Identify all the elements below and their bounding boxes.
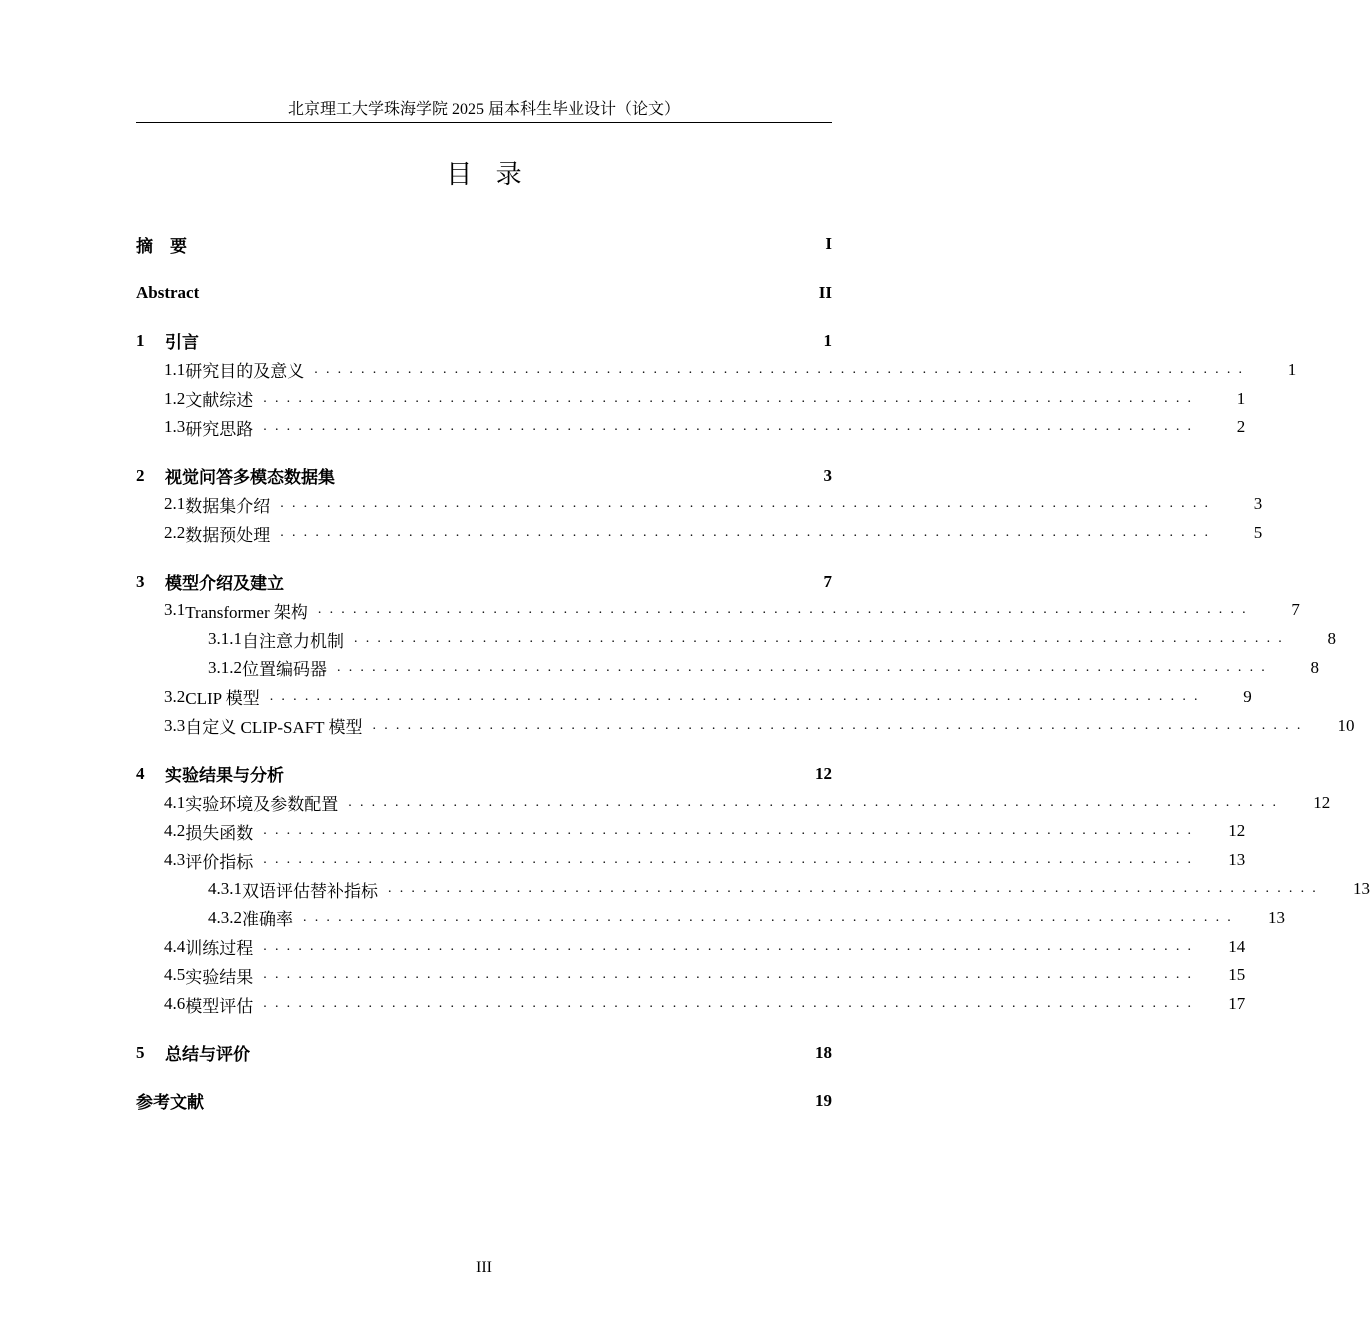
toc-label: Abstract [136, 282, 200, 302]
toc-number: 4.5 [164, 965, 186, 985]
toc-page: 1 [823, 330, 832, 350]
toc-page: 13 [1353, 879, 1370, 899]
toc-label: 实验结果与分析 [165, 766, 284, 786]
toc-number: 2.1 [164, 494, 186, 514]
toc-subsection-4-3-2[interactable] [136, 903, 1285, 932]
toc-leader-dots: ................................................................................ [263, 967, 1200, 983]
toc-label: 研究思路 [185, 419, 254, 439]
toc-number: 4.4 [164, 936, 186, 956]
toc-section-4-2[interactable] [136, 817, 1246, 846]
toc-page: 1 [1287, 359, 1297, 379]
toc-leader-dots: ................................................................................ [263, 996, 1200, 1012]
toc-subsection-3-1-1[interactable] [136, 625, 1336, 654]
toc-label: Transformer 架构 [185, 602, 308, 622]
toc-chapter-3[interactable] [136, 567, 832, 596]
toc-label: 总结与评价 [165, 1045, 250, 1065]
toc-label: 训练过程 [185, 939, 254, 959]
toc-page: 14 [1228, 936, 1246, 956]
toc-entry-abstract-cn[interactable] [136, 230, 832, 259]
toc-page: 9 [1243, 686, 1252, 706]
toc-number: 5 [136, 1042, 145, 1062]
toc-page: 1 [1236, 388, 1246, 408]
toc-section-4-5[interactable] [136, 961, 1246, 990]
toc-label: 文献综述 [185, 391, 254, 411]
toc-page: 13 [1268, 907, 1285, 927]
toc-leader-dots: ................................................................................ [354, 631, 1290, 647]
running-header: 北京理工大学珠海学院 2025 届本科生毕业设计（论文） [287, 101, 680, 118]
toc-number: 2 [136, 465, 145, 485]
toc-number: 3.1 [164, 600, 186, 620]
toc-page: 8 [1310, 657, 1319, 677]
toc-number: 4 [136, 763, 145, 783]
table-of-contents [136, 230, 1370, 1115]
toc-chapter-5[interactable] [136, 1038, 832, 1067]
toc-label: 视觉问答多模态数据集 [165, 468, 335, 488]
toc-number: 3 [136, 571, 145, 591]
toc-label: 位置编码器 [242, 660, 327, 680]
toc-leader-dots: ................................................................................ [263, 390, 1200, 406]
toc-section-2-2[interactable] [136, 519, 1263, 548]
toc-page: 15 [1228, 965, 1246, 985]
toc-page: I [825, 234, 832, 254]
toc-number: 1.3 [164, 417, 186, 437]
toc-page: 2 [1236, 417, 1246, 437]
toc-page: 12 [815, 763, 832, 783]
toc-label: 准确率 [242, 910, 293, 930]
toc-page: 18 [815, 1042, 832, 1062]
toc-number: 1.2 [164, 388, 186, 408]
toc-leader-dots: ................................................................................ [280, 496, 1217, 512]
toc-section-1-3[interactable] [136, 413, 1246, 442]
toc-label: 数据预处理 [185, 525, 271, 545]
page-title: 目录 [446, 160, 546, 189]
toc-leader-dots: ................................................................................ [263, 419, 1200, 435]
toc-number: 4.3.1 [208, 879, 242, 899]
header-rule [136, 122, 832, 123]
toc-page: 3 [1253, 494, 1263, 514]
toc-label: 实验环境及参数配置 [185, 795, 339, 815]
toc-label: CLIP 模型 [185, 689, 260, 709]
toc-section-3-1[interactable] [136, 596, 1300, 625]
toc-number: 3.1.2 [208, 657, 242, 677]
toc-leader-dots: ................................................................................ [314, 361, 1251, 377]
toc-page: 7 [823, 571, 832, 591]
toc-number: 4.1 [164, 792, 186, 812]
toc-section-4-6[interactable] [136, 990, 1246, 1019]
toc-number: 2.2 [164, 523, 186, 543]
toc-leader-dots: ................................................................................ [372, 717, 1309, 733]
toc-number: 4.2 [164, 821, 186, 841]
toc-label: 参考文献 [136, 1093, 204, 1113]
toc-leader-dots: ................................................................................ [303, 909, 1239, 925]
toc-section-3-3[interactable] [136, 711, 1355, 740]
toc-label: 评价指标 [185, 852, 254, 872]
toc-entry-abstract-en[interactable] [136, 278, 832, 307]
toc-page: 19 [815, 1090, 832, 1110]
toc-section-4-4[interactable] [136, 932, 1246, 961]
toc-label: 自注意力机制 [242, 631, 344, 651]
toc-page: 13 [1228, 850, 1246, 870]
toc-page: 10 [1337, 715, 1355, 735]
toc-leader-dots: ................................................................................ [263, 938, 1200, 954]
toc-leader-dots: ................................................................................ [263, 852, 1200, 868]
toc-page: 12 [1313, 792, 1331, 812]
toc-number: 3.1.1 [208, 629, 242, 649]
toc-label: 数据集介绍 [185, 496, 271, 516]
toc-label: 摘 要 [136, 236, 187, 256]
toc-label: 自定义 CLIP-SAFT 模型 [185, 718, 363, 738]
toc-section-2-1[interactable] [136, 490, 1263, 519]
toc-number: 3.3 [164, 715, 186, 735]
toc-label: 双语评估替补指标 [242, 881, 378, 901]
toc-leader-dots: ................................................................................ [317, 602, 1254, 618]
toc-number: 4.3 [164, 850, 186, 870]
toc-leader-dots: ................................................................................ [388, 881, 1324, 897]
toc-subsection-3-1-2[interactable] [136, 654, 1319, 683]
toc-leader-dots: ................................................................................ [348, 794, 1285, 810]
toc-label: 损失函数 [185, 823, 254, 843]
toc-page: 5 [1253, 523, 1263, 543]
toc-chapter-4[interactable] [136, 759, 832, 788]
toc-section-4-1[interactable] [136, 788, 1331, 817]
toc-leader-dots: ................................................................................ [269, 688, 1206, 704]
toc-label: 模型评估 [185, 996, 254, 1016]
toc-chapter-1[interactable] [136, 327, 832, 356]
toc-section-4-3[interactable] [136, 846, 1246, 875]
toc-subsection-4-3-1[interactable] [136, 875, 1370, 904]
toc-leader-dots: ................................................................................ [280, 525, 1217, 541]
toc-number: 1 [136, 330, 145, 350]
toc-number: 3.2 [164, 686, 186, 706]
toc-number: 4.3.2 [208, 907, 242, 927]
toc-section-1-2[interactable] [136, 384, 1246, 413]
toc-number: 4.6 [164, 994, 186, 1014]
toc-label: 引言 [165, 333, 199, 353]
toc-label: 实验结果 [185, 967, 254, 987]
toc-leader-dots: ................................................................................ [337, 659, 1273, 675]
toc-label: 研究目的及意义 [185, 362, 305, 382]
toc-section-3-2[interactable] [136, 682, 1252, 711]
toc-page: 12 [1228, 821, 1246, 841]
toc-chapter-2[interactable] [136, 461, 832, 490]
toc-section-1-1[interactable] [136, 355, 1297, 384]
toc-page: 8 [1327, 629, 1336, 649]
toc-page: 17 [1228, 994, 1246, 1014]
toc-number: 1.1 [164, 359, 186, 379]
toc-page: 7 [1291, 600, 1300, 620]
toc-entry-references[interactable] [136, 1086, 832, 1115]
toc-page: II [818, 282, 832, 302]
toc-label: 模型介绍及建立 [165, 574, 284, 594]
toc-leader-dots: ................................................................................ [263, 823, 1200, 839]
page-number: III [476, 1259, 492, 1276]
toc-page: 3 [823, 465, 832, 485]
